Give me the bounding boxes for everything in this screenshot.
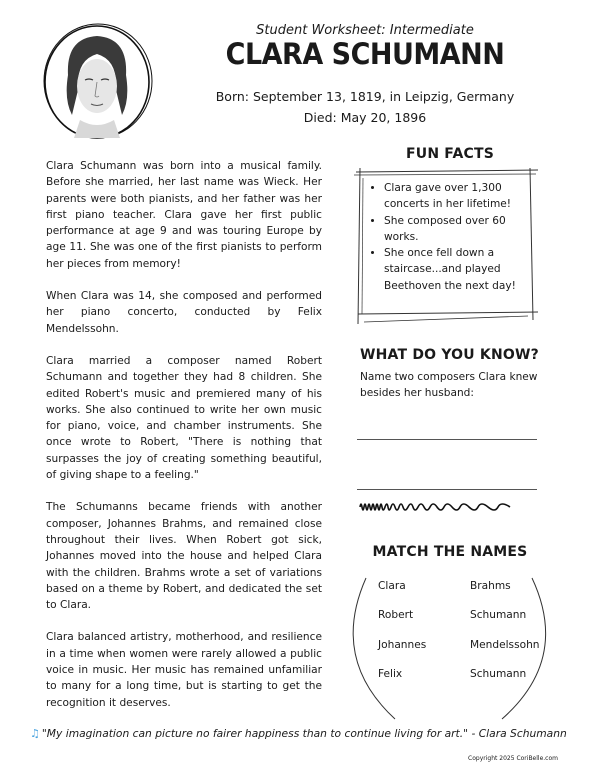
match-right-item[interactable]: Schumann	[470, 668, 527, 680]
worksheet-subtitle: Student Worksheet: Intermediate	[256, 23, 474, 38]
biography-text	[46, 158, 322, 727]
answer-line-2[interactable]	[357, 489, 537, 490]
portrait-image	[40, 20, 155, 145]
copyright: Copyright 2025 CoriBelle.com	[468, 755, 558, 762]
fun-facts-section	[350, 146, 550, 292]
match-names-heading: MATCH THE NAMES	[372, 544, 528, 560]
match-left-item[interactable]: Johannes	[378, 639, 427, 651]
fun-facts-box	[358, 170, 533, 320]
list-item: • Clara gave over 1,300 concerts in her lifetime!	[384, 180, 534, 213]
match-right-item[interactable]: Schumann	[470, 609, 527, 621]
answer-line-1[interactable]	[357, 439, 537, 440]
footer-quote	[30, 727, 590, 740]
match-left-item[interactable]: Robert	[378, 609, 414, 621]
died-date: Died: May 20, 1896	[303, 110, 427, 125]
born-date: Born: September 13, 1819, in Leipzig, Germany	[215, 89, 515, 104]
list-item: • She composed over 60 works.	[384, 213, 534, 246]
paragraph: Clara married a composer named Robert Schumann and together they had 8 children. She edited Robert's music and premiered many of his works. She also continued to write her own music for piano, voice, and chamber instruments. She once wrote to Robert, "There is nothing that surpasses the joy of creating something beautiful, of giving shape to a feeling."	[46, 354, 322, 482]
match-right-item[interactable]: Mendelssohn	[470, 639, 540, 651]
match-names-section	[350, 544, 550, 680]
paragraph: When Clara was 14, she composed and performed her piano concerto, conducted by Felix Mendelssohn.	[46, 290, 322, 335]
what-do-you-know-heading: WHAT DO YOU KNOW?	[360, 347, 539, 363]
question-prompt: Name two composers Clara knew besides her husband:	[360, 371, 538, 400]
paragraph: Clara Schumann was born into a musical family. Before she married, her last name was Wieck. Her parents were both pianists, and her father was her first piano teacher. Clara gave her first public performance at age 9 and was touring Europe by age 11. She was one of the first pianists to perform her pieces from memory!	[46, 160, 322, 270]
match-left-item[interactable]: Clara	[378, 580, 406, 592]
paragraph: The Schumanns became friends with another composer, Johannes Brahms, and remained close throughout their lives. When Robert got sick, Johannes moved into the house and helped Clara with the children. Brahms wrote a set of variations based on a theme by Robert, and dedicated the set to Clara.	[46, 501, 322, 612]
quote-text: "My imagination can picture no fairer happiness than to continue living for art." - Clara Schumann	[41, 727, 567, 740]
music-notes-icon: ♫	[30, 727, 40, 740]
squiggle-divider-icon	[358, 497, 538, 521]
what-do-you-know-section	[360, 347, 540, 402]
match-left-item[interactable]: Felix	[378, 668, 403, 680]
header	[215, 22, 515, 128]
fun-facts-heading: FUN FACTS	[405, 146, 495, 162]
match-right-item[interactable]: Brahms	[470, 580, 511, 592]
portrait	[40, 20, 155, 145]
fun-facts-list	[370, 180, 534, 294]
paragraph: Clara balanced artistry, motherhood, and resilience in a time when women were rarely allowed a public voice in music. Her music has remained unfamiliar to many for a long time, but is starting to get the recognition it deserves.	[46, 631, 322, 709]
list-item: • She once fell down a staircase...and played Beethoven the next day!	[384, 245, 534, 294]
page-title: CLARA SCHUMANN	[225, 37, 505, 72]
